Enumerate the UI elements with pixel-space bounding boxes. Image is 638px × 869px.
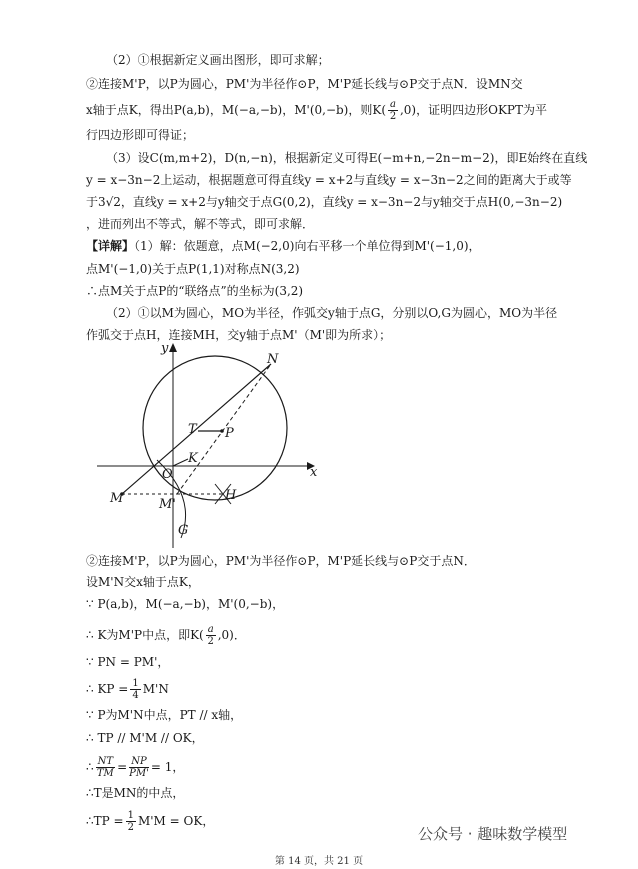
line-11: ∴点M关于点P的“联络点”的坐标为(3,2) bbox=[86, 284, 304, 298]
line-6: y = x−3n−2上运动，根据题意可得直线y = x+2与直线y = x−3n−2之间的距离大于或等 bbox=[86, 173, 572, 187]
geometry-figure bbox=[85, 338, 325, 553]
fraction-a-over-2: $\frac{a}{2}$ bbox=[389, 99, 397, 122]
fraction-np-pm: $\frac{NP}{PM'}$ bbox=[129, 756, 149, 779]
line-5: （3）设C(m,m+2)，D(n,−n)，根据新定义可得E(−m+n,−2n−m−2)，即E始终在直线 bbox=[106, 151, 588, 165]
label-o: O bbox=[162, 467, 173, 482]
y-axis-arrow bbox=[169, 343, 177, 352]
solution-line-9: ∴ $\frac{NT}{TM}$ = $\frac{NP}{PM'}$ = 1， bbox=[86, 756, 185, 779]
line-1: （2）①根据新定义画出图形，即可求解； bbox=[106, 53, 330, 67]
watermark: 公众号 · 趣味数学模型 bbox=[418, 825, 568, 843]
solution-line-11: ∴TP = $\frac{1}{2}$ M'M = OK， bbox=[86, 810, 215, 833]
solution-line-8: ∴ TP // M'M // OK， bbox=[86, 731, 204, 745]
label-n: N bbox=[267, 352, 279, 367]
label-h: H bbox=[225, 488, 237, 503]
line-13: 作弧交于点H，连接MH，交y轴于点M'（M'即为所求）； bbox=[86, 328, 392, 342]
line-2: ②连接M'P，以P为圆心，PM'为半径作⊙P，M'P延长线与⊙P交于点N．设MN交 bbox=[86, 77, 523, 91]
line-9 bbox=[86, 238, 481, 254]
label-m-prime: M' bbox=[159, 497, 176, 512]
segment-ok bbox=[173, 459, 188, 466]
line-10: 点M'(−1,0)关于点P(1,1)对称点N(3,2) bbox=[86, 262, 300, 276]
label-k: K bbox=[188, 451, 198, 466]
solution-line-1: ②连接M'P，以P为圆心，PM'为半径作⊙P，M'P延长线与⊙P交于点N． bbox=[86, 554, 476, 568]
label-g: G bbox=[178, 523, 189, 538]
solution-line-6: ∴ KP = $\frac{1}{4}$ M'N bbox=[86, 678, 169, 701]
solution-line-2: 设M'N交x轴于点K， bbox=[86, 575, 200, 589]
fraction-nt-tm: $\frac{NT}{TM}$ bbox=[96, 756, 114, 779]
line-7: 于3√2，直线y = x+2与y轴交于点G(0,2)，直线y = x−3n−2与y轴交于点H(0,−3n−2) bbox=[86, 195, 563, 209]
fraction-one-half: $\frac{1}{2}$ bbox=[127, 810, 134, 833]
solution-line-10: ∴T是MN的中点， bbox=[86, 786, 185, 800]
line-3-part-a: x轴于点K，得出P(a,b)，M(−a,−b)，M'(0,−b)，则K( bbox=[86, 103, 387, 117]
label-t: T bbox=[188, 422, 197, 437]
label-m: M bbox=[110, 491, 124, 506]
point-p bbox=[220, 429, 224, 433]
line-3-part-b: ,0)，证明四边形OKPT为平 bbox=[399, 103, 547, 117]
label-y: y bbox=[161, 341, 169, 356]
line-9-text: （1）解：依题意，点M(−2,0)向右平移一个单位得到M'(−1,0)， bbox=[134, 239, 481, 253]
fraction-a-over-2-b: $\frac{a}{2}$ bbox=[207, 624, 214, 647]
line-3 bbox=[86, 99, 547, 122]
line-8: ，进而列出不等式，解不等式，即可求解． bbox=[86, 217, 315, 231]
label-p: P bbox=[225, 426, 234, 441]
solution-line-7: ∵ P为M'N中点，PT // x轴， bbox=[86, 708, 243, 722]
label-x: x bbox=[310, 465, 318, 480]
solution-line-3: ∵ P(a,b)，M(−a,−b)，M'(0,−b)， bbox=[86, 597, 285, 611]
solution-line-4: ∴ K为M'P中点，即K( $\frac{a}{2}$ ,0)． bbox=[86, 624, 246, 647]
detail-heading: 【详解】 bbox=[86, 239, 135, 253]
fraction-one-quarter: $\frac{1}{4}$ bbox=[132, 678, 139, 701]
line-4: 行四边形即可得证； bbox=[86, 128, 195, 142]
solution-line-5: ∵ PN = PM'， bbox=[86, 655, 170, 669]
page-footer: 第 14 页，共 21 页 bbox=[274, 856, 364, 867]
line-12: （2）①以M为圆心，MO为半径，作弧交y轴于点G，分别以O,G为圆心，MO为半径 bbox=[106, 306, 558, 320]
